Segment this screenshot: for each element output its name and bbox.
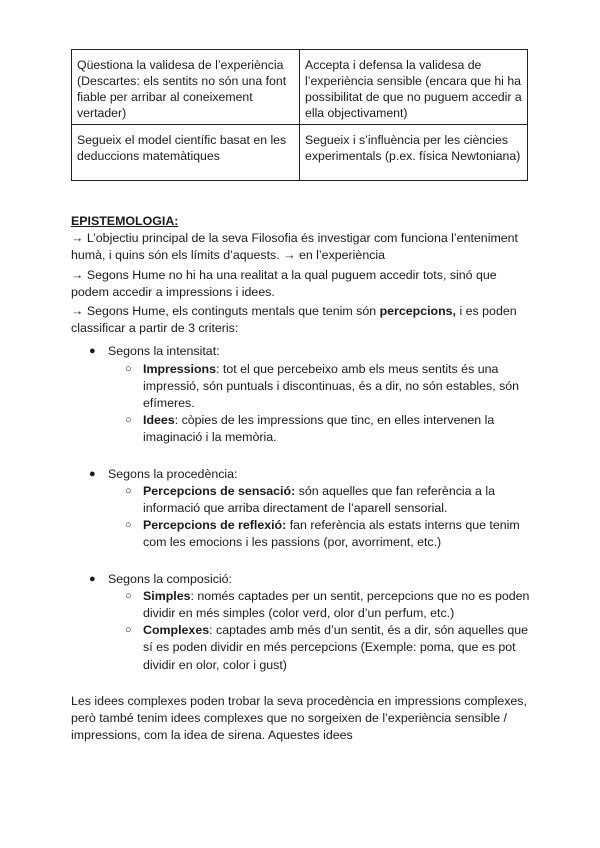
epistemology-section [71, 213, 531, 744]
bold-term: Percepcions de sensació: [143, 483, 296, 498]
bold-term: Simples [143, 588, 191, 603]
table-cell: Qüestiona la validesa de l’experiència (Descartes: els sentits no són una font fiable per arribar al coneixement vertader) [72, 50, 300, 125]
table-cell: Accepta i defensa la validesa de l’experiència sensible (encara que hi ha possibilitat de que no puguem accedir a ella objectivament) [300, 50, 528, 125]
list-item [125, 412, 531, 446]
list-item [71, 571, 531, 674]
bullet-icon: ● [89, 572, 96, 585]
sub-list [108, 483, 531, 552]
circle-bullet-icon: ○ [125, 519, 132, 532]
circle-bullet-icon: ○ [125, 624, 132, 637]
list-item [125, 588, 531, 622]
paragraph-reality: → Segons Hume no hi ha una realitat a la qual puguem accedir tots, sinó que podem accedir a impressions i idees. [71, 267, 497, 299]
text: : captades amb més d’un sentit, és a dir, són aquelles que sí es poden dividir en més percepcions (Exemple: poma, que es pot dividir en olor, color i gust) [143, 623, 529, 672]
list-item [71, 466, 531, 552]
criterion-label: Segons la procedència: [108, 466, 238, 481]
criterion-label: Segons la composició: [108, 571, 232, 586]
list-item [125, 622, 531, 674]
criterion-label: Segons la intensitat: [108, 344, 220, 359]
circle-bullet-icon: ○ [125, 414, 132, 427]
circle-bullet-icon: ○ [125, 589, 132, 602]
text: fan referència als estats interns que tenim com les emocions i les passions (por, avorriment, etc.) [143, 518, 520, 550]
section-heading: EPISTEMOLOGIA: [71, 214, 179, 228]
table-row [72, 125, 528, 181]
text: : còpies de les impressions que tinc, en elles intervenen la imaginació i la memòria. [143, 413, 495, 445]
bold-term: Impressions [143, 361, 216, 376]
bold-term: Percepcions de reflexió: [143, 518, 287, 533]
text: : tot el que percebeixo amb els meus sentits és una impressió, són puntuals i discontinuas, és a dir, no són estables, són efímeres. [143, 361, 520, 411]
paragraph-perceptions [71, 303, 531, 337]
circle-bullet-icon: ○ [125, 362, 132, 375]
closing-paragraph: Les idees complexes poden trobar la seva procedència en impressions complexes, però també tenim idees complexes que no sorgeixen de l’experiència sensible / impressions, com la idea de sirena. Aquestes idees [71, 693, 527, 743]
bullet-icon: ● [89, 345, 96, 358]
table-cell: Segueix el model científic basat en les deduccions matemàtiques [72, 125, 300, 181]
comparison-table [71, 49, 528, 181]
bullet-icon: ● [89, 467, 96, 480]
bold-term: percepcions, [379, 304, 456, 319]
sub-list [108, 588, 531, 674]
text: són aquelles que fan referència a la informació que arriba directament de l’aparell sensorial. [143, 483, 495, 516]
bold-term: Complexes [143, 623, 210, 638]
circle-bullet-icon: ○ [125, 484, 132, 497]
text: i es poden classificar a partir de 3 criteris: [71, 304, 517, 336]
paragraph-objective: → L’objectiu principal de la seva Filosofia és investigar com funciona l’enteniment humà, i quins són els límits d’aquests. → en l’experiència [71, 231, 518, 263]
sub-list [108, 361, 531, 447]
list-item [125, 361, 531, 413]
list-item [125, 483, 531, 517]
list-item [125, 517, 531, 551]
text: : només captades per un sentit, percepcions que no es poden dividir en més simples (color verd, olor d’un perfum, etc.) [143, 588, 530, 621]
table-row [72, 50, 528, 125]
bold-term: Idees [143, 413, 175, 428]
table-cell: Segueix i s’influència per les ciències experimentals (p.ex. física Newtoniana) [300, 125, 528, 181]
list-item [71, 343, 531, 446]
criteria-list [71, 343, 531, 673]
text: → Segons Hume, els continguts mentals que tenim són [71, 304, 380, 319]
